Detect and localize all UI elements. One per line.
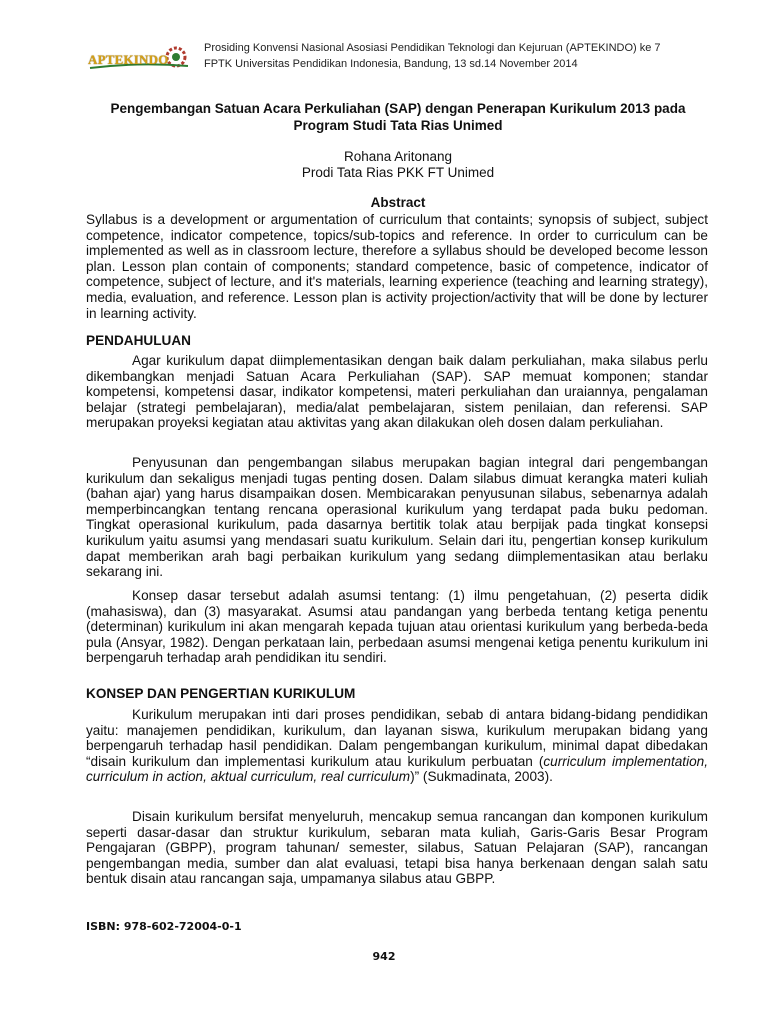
header-line-1: Prosiding Konvensi Nasional Asosiasi Pendidikan Teknologi dan Kejuruan (APTEKINDO) ke 7 [204, 42, 661, 54]
paragraph-text: )” (Sukmadinata, 2003). [410, 769, 553, 785]
paragraph: Disain kurikulum bersifat menyeluruh, mencakup semua rancangan dan komponen kurikulum seperti dasar-dasar dan struktur kurikulum, sebaran mata kuliah, Garis-Garis Besar Program Pengajaran (GBPP), program tahunan/ semester, silabus, Satuan Pelajaran (SAP), rancangan pengembangan media, sumber dan alat evaluasi, tetapi bisa hanya berkenaan dengan salah satu bentuk disain atau rancangan saja, umpamanya silabus atau GBPP. [86, 809, 708, 887]
page-number: 942 [372, 950, 396, 963]
paragraph-italic-text: curriculum implementation, curriculum in action, aktual curriculum, real curriculum [86, 753, 708, 785]
abstract-heading: Abstract [370, 195, 426, 210]
section-heading: KONSEP DAN PENGERTIAN KURIKULUM [86, 686, 356, 701]
paragraph [86, 707, 708, 785]
paragraph: Agar kurikulum dapat diimplementasikan dengan baik dalam perkuliahan, maka silabus perlu dikembangkan menjadi Satuan Acara Perkuliahan (SAP). SAP memuat komponen; standar kompetensi, kompetensi dasar, indikator kompetensi, materi perkuliahan dan uraiannya, pengalaman belajar (strategi pembelajaran), media/alat pembelajaran, sistem penilaian, dan referensi. SAP merupakan proyeksi kegiatan atau aktivitas yang akan dilakukan oleh dosen dalam perkuliahan. [86, 353, 708, 431]
header-line-2: FPTK Universitas Pendidikan Indonesia, Bandung, 13 sd.14 November 2014 [204, 58, 578, 70]
aptekindo-logo [88, 42, 192, 72]
logo-text: APTEKINDO [88, 52, 169, 67]
abstract-text: Syllabus is a development or argumentation of curriculum that containts; synopsis of subject, subject competence, indicator competence, topics/sub-topics and reference. In order to curriculum can be implemented as well as in classroom lecture, therefore a syllabus should be developed become lesson plan. Lesson plan contain of components; standard competence, basic of competence, indicator of competence, subject of lecture, and it's materials, learning experience (teaching and learning strategy), media, evaluation, and reference. Lesson plan is activity projection/activity that will be done by lecturer in learning activity. [86, 212, 708, 321]
author-name: Rohana Aritonang [343, 149, 453, 164]
paragraph: Penyusunan dan pengembangan silabus merupakan bagian integral dari pengembangan kurikulum dan sekaligus menjadi tugas penting dosen. Dalam silabus dimuat kerangka materi kuliah (bahan ajar) yang harus disampaikan dosen. Membicarakan penyusunan silabus, sebenarnya adalah memperbincangkan tentang rencana operasional kurikulum yang terdapat pada buku pedoman. Tingkat operasional kurikulum, pada dasarnya bertitik tolak atau berpijak pada tingkat konsepsi kurikulum yaitu asumsi yang mendasari suatu kurikulum. Selain dari itu, pengertian konsep kurikulum dapat memberikan arah bagi perbaikan kurikulum yang sedang diimplementasikan atau berlaku sekarang ini. [86, 455, 708, 580]
paper-title: Pengembangan Satuan Acara Perkuliahan (SAP) dengan Penerapan Kurikulum 2013 pada Program Studi Tata Rias Unimed [110, 101, 686, 133]
isbn: ISBN: 978-602-72004-0-1 [86, 920, 242, 933]
author-affiliation: Prodi Tata Rias PKK FT Unimed [301, 165, 495, 180]
paragraph-text: Kurikulum merupakan inti dari proses pendidikan, sebab di antara bidang-bidang pendidikan yaitu: manajemen pendidikan, kurikulum, dan layanan siswa, kurikulum merupakan bidang yang berpengaruh terhadap hasil pendidikan. Dalam pengembangan kurikulum, minimal dapat dibedakan “disain kurikulum dan implementasi kurikulum atau kurikulum perbuatan ( [86, 707, 708, 769]
header-text [204, 40, 661, 72]
proceedings-header [88, 40, 728, 74]
section-heading: PENDAHULUAN [86, 333, 191, 348]
paragraph: Konsep dasar tersebut adalah asumsi tentang: (1) ilmu pengetahuan, (2) peserta didik (mahasiswa), dan (3) masyarakat. Asumsi atau pandangan yang berbeda tentang ketiga penentu (determinan) kurikulum ini akan mengarah kepada tujuan atau orientasi kurikulum yang berbeda-beda pula (Ansyar, 1982). Dengan perkataan lain, perbedaan asumsi mengenai ketiga penentu kurikulum ini berpengaruh terhadap arah pendidikan itu sendiri. [86, 588, 708, 666]
